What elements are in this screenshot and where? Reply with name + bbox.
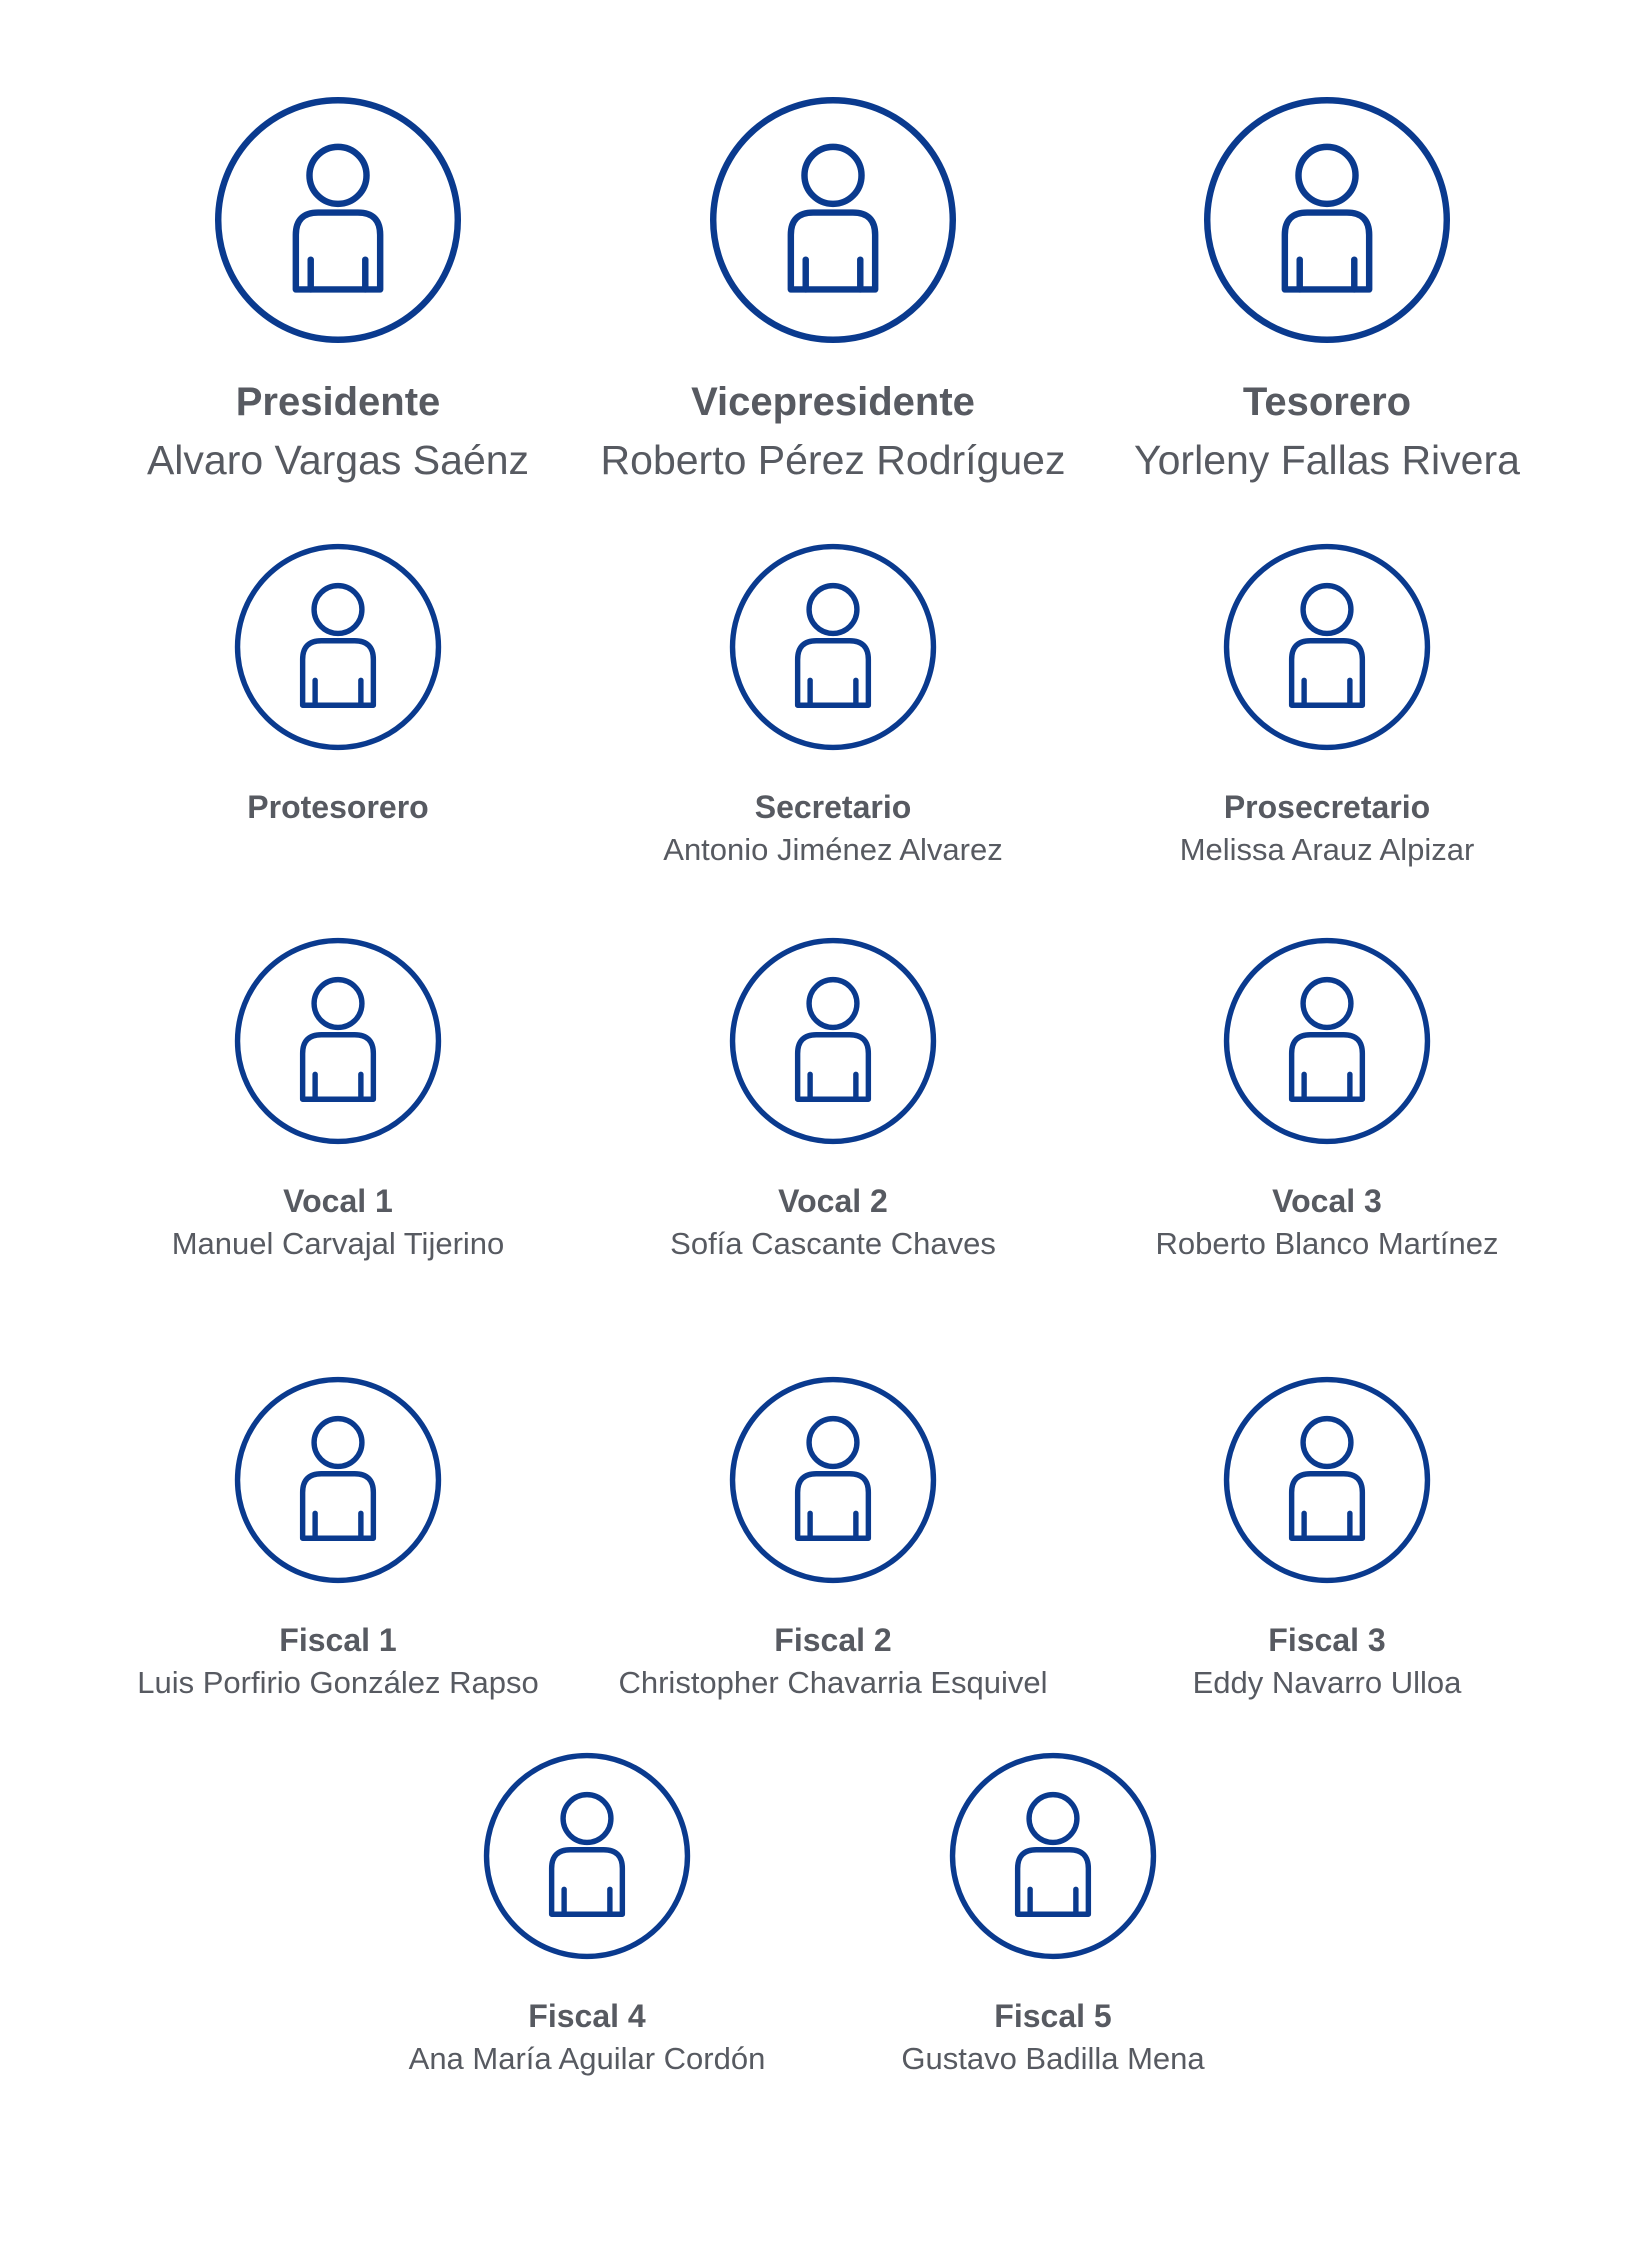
member-name: Manuel Carvajal Tijerino <box>171 1226 505 1261</box>
member-name: Christopher Chavarria Esquivel <box>618 1665 1048 1700</box>
member-name: Sofía Cascante Chaves <box>670 1226 996 1261</box>
member-role: Vocal 3 <box>1272 1183 1382 1219</box>
user-icon <box>234 937 442 1145</box>
member-name: Melissa Arauz Alpizar <box>1179 832 1475 867</box>
member-role: Prosecretario <box>1223 789 1431 825</box>
user-icon <box>729 543 937 751</box>
user-icon <box>483 1752 691 1960</box>
user-icon <box>214 96 462 344</box>
member-name: Ana María Aguilar Cordón <box>408 2041 766 2076</box>
user-icon <box>709 96 957 344</box>
member-name: Gustavo Badilla Mena <box>901 2041 1205 2076</box>
member-role: Fiscal 5 <box>994 1998 1112 2034</box>
member-role: Fiscal 2 <box>774 1622 892 1658</box>
member-role: Tesorero <box>1242 380 1412 424</box>
member-role: Fiscal 3 <box>1268 1622 1386 1658</box>
user-icon <box>1203 96 1451 344</box>
user-icon <box>1223 1376 1431 1584</box>
member-name: Roberto Blanco Martínez <box>1155 1226 1499 1261</box>
member-name: Roberto Pérez Rodríguez <box>600 437 1066 483</box>
user-icon <box>234 1376 442 1584</box>
member-role: Presidente <box>235 380 441 424</box>
user-icon <box>949 1752 1157 1960</box>
member-name: Antonio Jiménez Alvarez <box>663 832 1003 867</box>
member-role: Vocal 2 <box>778 1183 888 1219</box>
member-name: Alvaro Vargas Saénz <box>146 437 530 483</box>
member-role: Fiscal 4 <box>528 1998 646 2034</box>
user-icon <box>729 937 937 1145</box>
user-icon <box>1223 937 1431 1145</box>
member-role: Protesorero <box>247 789 429 825</box>
user-icon <box>729 1376 937 1584</box>
member-role: Fiscal 1 <box>279 1622 397 1658</box>
member-name: Luis Porfirio González Rapso <box>137 1665 539 1700</box>
member-role: Vocal 1 <box>283 1183 393 1219</box>
member-name: Yorleny Fallas Rivera <box>1134 437 1520 483</box>
user-icon <box>1223 543 1431 751</box>
user-icon <box>234 543 442 751</box>
member-role: Vicepresidente <box>691 380 975 424</box>
member-role: Secretario <box>754 789 912 825</box>
member-name: Eddy Navarro Ulloa <box>1192 1665 1462 1700</box>
